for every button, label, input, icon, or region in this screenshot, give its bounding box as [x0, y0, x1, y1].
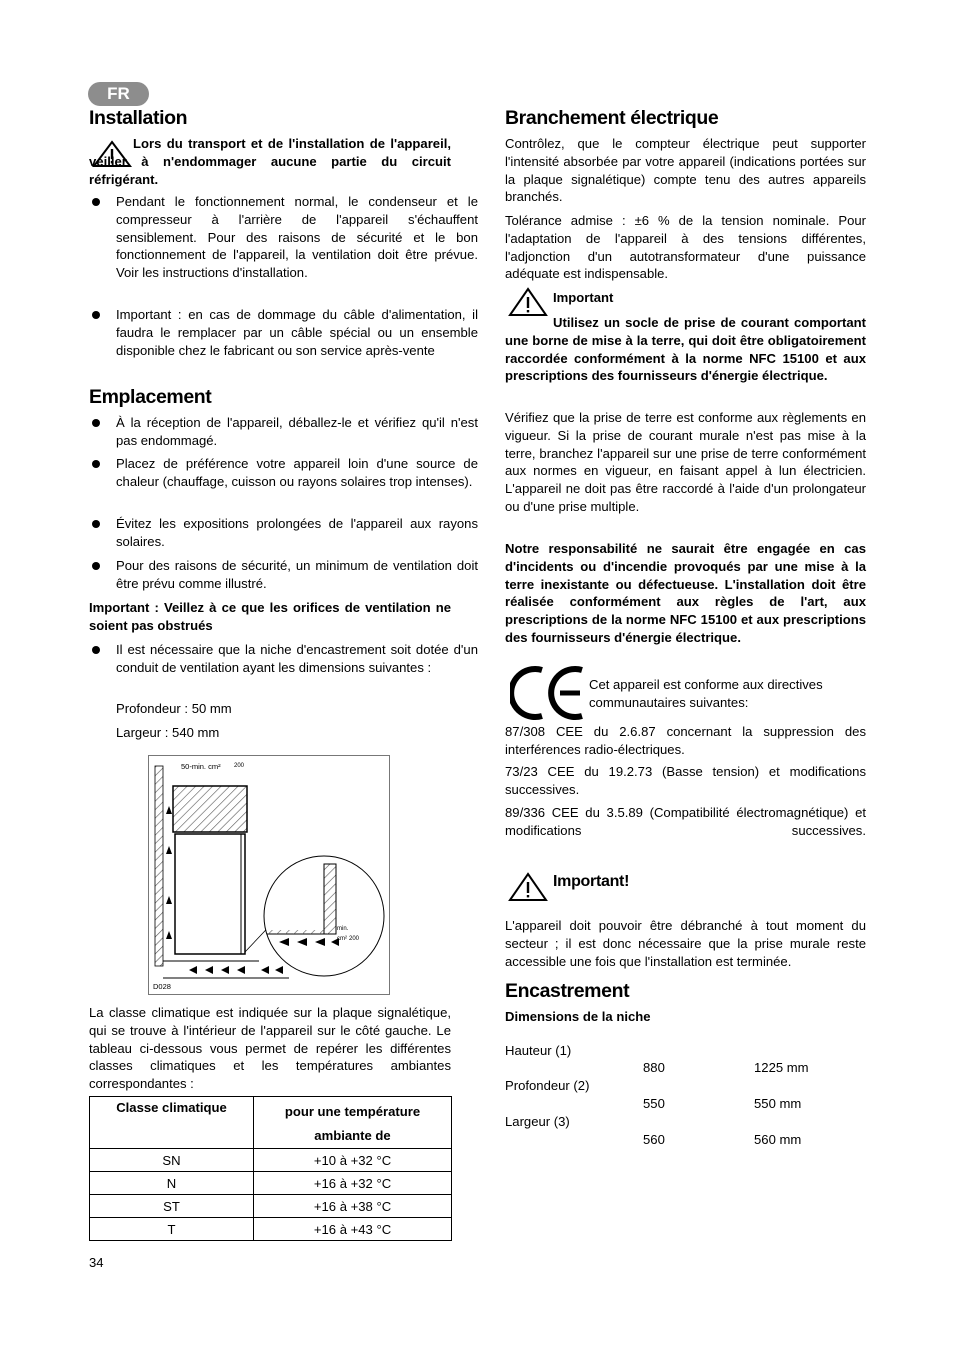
table-cell-temp: +10 à +32 °C	[254, 1149, 452, 1172]
dimension-v2-largeur: 560 mm	[754, 1132, 802, 1147]
emplacement-bullet-4: Pour des raisons de sécurité, un minimum de ventilation doit être prévu comme illustré.	[89, 557, 478, 593]
table-cell-class: T	[90, 1218, 254, 1241]
important-heading: Important!	[553, 873, 630, 890]
table-header-class: Classe climatique	[90, 1097, 254, 1149]
emplacement-important: Important : Veillez à ce que les orifices de ventilation ne soient pas obstrués	[89, 600, 451, 633]
directive-1: 87/308 CEE du 2.6.87 concernant la suppression des interférences radio-électriques.	[505, 724, 866, 757]
dimension-label-largeur: Largeur (3)	[505, 1114, 570, 1129]
emplacement-bullet-1: À la réception de l'appareil, déballez-le et vérifiez qu'il n'est pas endommagé.	[89, 414, 478, 450]
directive-3: 89/336 CEE du 3.5.89 (Compatibilité électromagnétique) et modifications successives.	[505, 805, 866, 838]
ventilation-diagram-drawing	[149, 756, 389, 994]
niche-largeur: Largeur : 540 mm	[116, 725, 220, 740]
table-header-temp-line1: pour une température	[284, 1104, 421, 1119]
directive-2: 73/23 CEE du 19.2.73 (Basse tension) et modifications successives.	[505, 764, 866, 797]
ce-text: Cet appareil est conforme aux directives communautaires suivantes:	[589, 677, 823, 710]
niche-bullet: Il est nécessaire que la niche d'encastrement soit dotée d'un conduit de ventilation ayant les dimensions suivantes :	[89, 641, 478, 677]
table-cell-temp: +16 à +38 °C	[254, 1195, 452, 1218]
climate-class-table	[89, 1096, 452, 1241]
table-cell-class: SN	[90, 1149, 254, 1172]
dimension-v1-profondeur: 550	[643, 1096, 665, 1111]
page-number: 34	[89, 1255, 104, 1270]
installation-warning: Lors du transport et de l'installation de l'appareil, veiller à n'endommager aucune partie du circuit réfrigérant.	[89, 136, 451, 187]
encastrement-subtitle: Dimensions de la niche	[505, 1009, 651, 1024]
ce-mark-icon	[510, 664, 585, 722]
dimension-v1-hauteur: 880	[643, 1060, 665, 1075]
table-row	[90, 1149, 452, 1172]
ventilation-diagram	[148, 755, 390, 995]
emplacement-title: Emplacement	[89, 386, 212, 408]
niche-profondeur: Profondeur : 50 mm	[116, 701, 232, 716]
table-header-temp-line2: ambiante de	[314, 1128, 391, 1143]
dimension-label-profondeur: Profondeur (2)	[505, 1078, 590, 1093]
table-row	[90, 1195, 452, 1218]
branchement-p3: Vérifiez que la prise de terre est conforme aux règlements en vigueur. Si la prise de courant murale n'est pas mise à la terre, branchez l'appareil sur une prise de terre conformément aux normes en vigueur, en faisant appel à lun électricien. L'appareil ne doit pas être raccordé à l'aide d'un prolongateur ou d'une prise multiple.	[505, 410, 866, 514]
dimension-v2-profondeur: 550 mm	[754, 1096, 802, 1111]
warning-icon	[508, 287, 548, 317]
dimension-v1-largeur: 560	[643, 1132, 665, 1147]
emplacement-bullet-3: Évitez les expositions prolongées de l'appareil aux rayons solaires.	[89, 515, 478, 551]
emplacement-bullet-2: Placez de préférence votre appareil loin d'une source de chaleur (chauffage, cuisson ou rayons solaires trop intenses).	[89, 455, 478, 491]
branchement-p5: L'appareil doit pouvoir être débranché à tout moment du secteur ; il est donc nécessaire que la prise murale reste accessible une fois que l'installation est terminée.	[505, 918, 866, 969]
diagram-label-min: min.	[337, 926, 349, 932]
language-badge: FR	[88, 82, 149, 106]
table-row	[90, 1218, 452, 1241]
branchement-important-text: Utilisez un socle de prise de courant comportant une borne de mise à la terre, qui doit être obligatoirement raccordée conformément à la norme NFC 15100 et aux prescriptions des fournisseurs d'énergie électrique.	[505, 315, 866, 384]
table-cell-class: N	[90, 1172, 254, 1195]
branchement-p1: Contrôlez, que le compteur électrique peut supporter l'intensité absorbée par votre appareil (indications portées sur la plaque signalétique) compte tenu des autres appareils branchés.	[505, 136, 866, 205]
diagram-label-cm: cm²	[337, 936, 347, 942]
branchement-title: Branchement électrique	[505, 107, 719, 129]
diagram-code: D028	[153, 982, 171, 991]
installation-title: Installation	[89, 107, 188, 129]
encastrement-title: Encastrement	[505, 980, 630, 1002]
installation-bullet-1: Pendant le fonctionnement normal, le condenseur et le compresseur à l'arrière de l'appareil s'échauffent sensiblement. Pour des raisons de sécurité et le bon fonctionnement de l'appareil, la ventilation doit être prévue. Voir les instructions d'installation.	[89, 193, 478, 282]
warning-icon	[508, 872, 548, 902]
table-cell-temp: +16 à +43 °C	[254, 1218, 452, 1241]
table-cell-class: ST	[90, 1195, 254, 1218]
table-header-temp	[254, 1097, 452, 1149]
branchement-p4: Notre responsabilité ne saurait être engagée en cas d'incidents ou d'incendie provoqués par une mise à la terre inexistante ou défectueuse. L'installation doit être réalisée conformément aux règles de l'art, aux prescriptions de la norme NFC 15100 et aux prescriptions des fournisseurs d'énergie électrique.	[505, 541, 866, 645]
branchement-p2: Tolérance admise : ±6 % de la tension nominale. Pour l'adaptation de l'appareil à des tensions différentes, l'adjonction d'un autotransformateur d'une puissance adéquate est indispensable.	[505, 213, 866, 282]
diagram-label-val: 200	[349, 936, 360, 942]
dimension-label-hauteur: Hauteur (1)	[505, 1043, 572, 1058]
classe-intro: La classe climatique est indiquée sur la plaque signalétique, qui se trouve à l'intérieur de l'appareil sur le côté gauche. Le tableau ci-dessous vous permet de repérer les différentes classes climatiques et les températures ambiantes correspondantes :	[89, 1005, 451, 1092]
dimension-v2-hauteur: 1225 mm	[754, 1060, 809, 1075]
table-row	[90, 1172, 452, 1195]
diagram-label-top-val: 200	[234, 763, 245, 769]
diagram-label-top: 50-min. cm²	[181, 762, 221, 771]
installation-bullet-2: Important : en cas de dommage du câble d'alimentation, il faudra le remplacer par un câble spécial ou un ensemble disponible chez le fabricant ou son service après-vente	[89, 306, 478, 359]
table-cell-temp: +16 à +32 °C	[254, 1172, 452, 1195]
branchement-important-label: Important	[553, 290, 614, 305]
